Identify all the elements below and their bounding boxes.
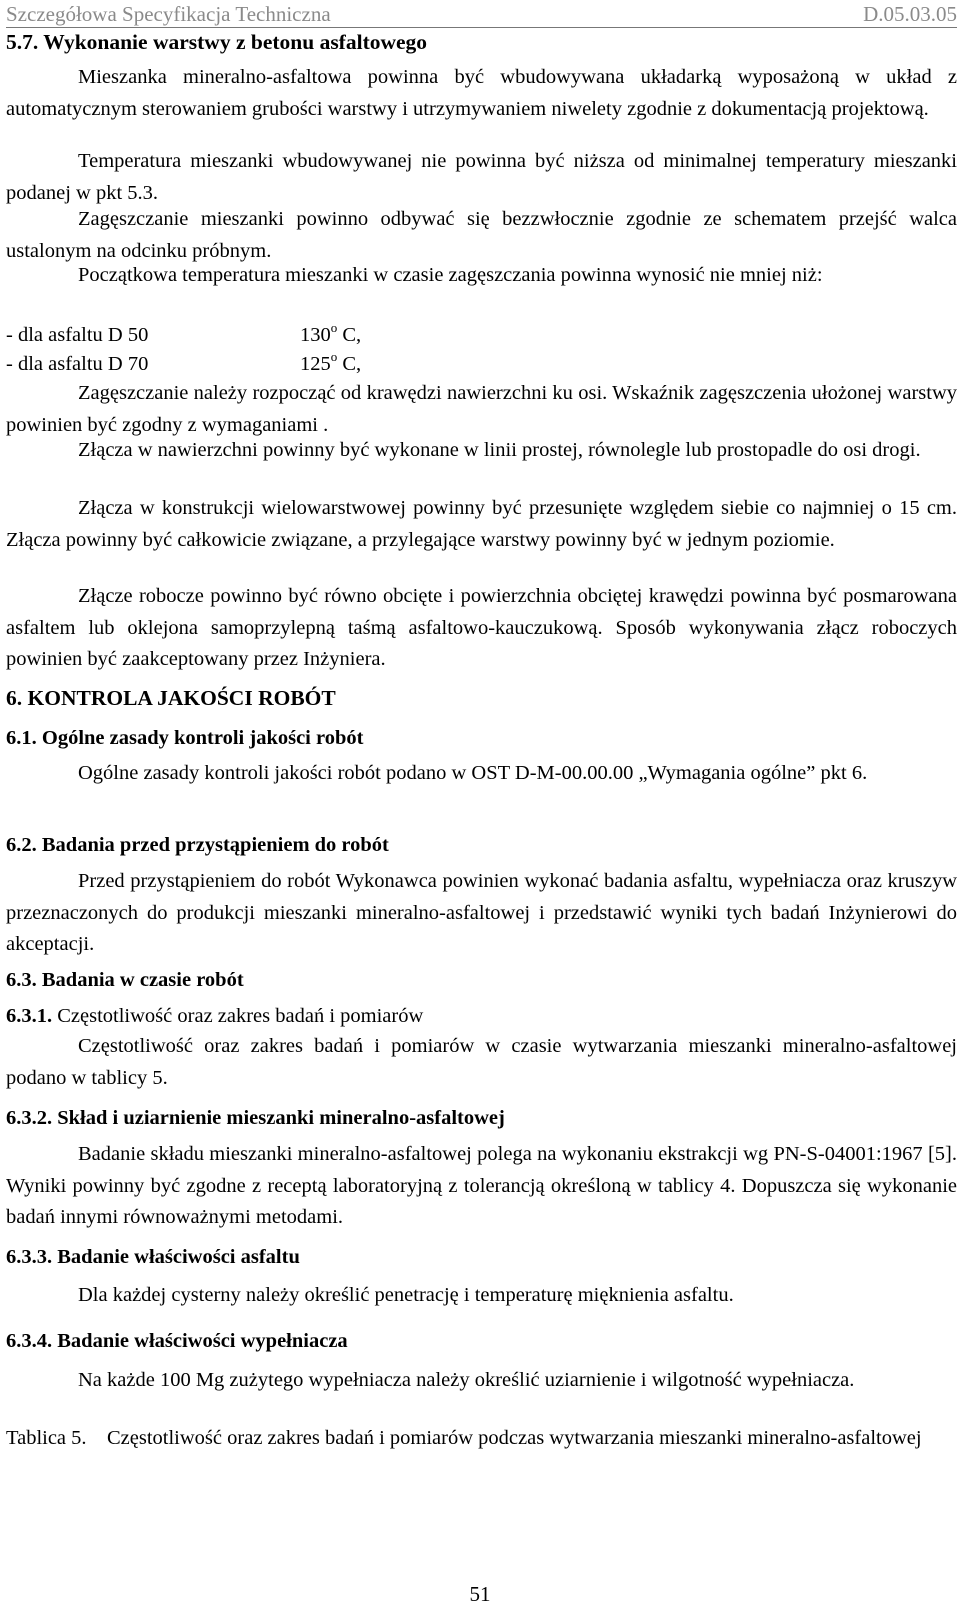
table-label: Tablica 5. bbox=[6, 1427, 87, 1449]
paragraph: Złącza w nawierzchni powinny być wykonane w linii prostej, równolegle lub prostopadle do osi drogi. bbox=[78, 439, 921, 461]
paragraph: Na każde 100 Mg zużytego wypełniacza należy określić uziarnienie i wilgotność wypełniacza. bbox=[78, 1369, 855, 1391]
paragraph: Początkowa temperatura mieszanki w czasie zagęszczania powinna wynosić nie mniej niż: bbox=[78, 264, 823, 286]
paragraph: Dla każdej cysterny należy określić penetrację i temperaturę mięknienia asfaltu. bbox=[78, 1284, 734, 1306]
paragraph: Mieszanka mineralno-asfaltowa powinna być wbudowywana układarką wyposażoną w układ z automatycznym sterowaniem grubości warstwy i utrzymywaniem niwelety zgodnie z dokumentacją projektową. bbox=[6, 66, 957, 120]
table-title: Częstotliwość oraz zakres badań i pomiarów podczas wytwarzania mieszanki mineralno-asfaltowej bbox=[107, 1427, 922, 1449]
paragraph: Zagęszczanie należy rozpocząć od krawędzi nawierzchni ku osi. Wskaźnik zagęszczenia ułożonej warstwy powinien być zgodny z wymaganiami . bbox=[6, 382, 957, 436]
temperature-row-d70 bbox=[6, 349, 362, 378]
section-6-3-2-heading: 6.3.2. Skład i uziarnienie mieszanki mineralno-asfaltowej bbox=[6, 1107, 505, 1129]
section-6-3-heading: 6.3. Badania w czasie robót bbox=[6, 969, 244, 991]
paragraph: Złącza w konstrukcji wielowarstwowej powinny być przesunięte względem siebie co najmniej o 15 cm. Złącza powinny być całkowicie związane, a przylegające warstwy powinny być w jednym poziomie. bbox=[6, 497, 957, 551]
section-6-3-3-heading: 6.3.3. Badanie właściwości asfaltu bbox=[6, 1246, 300, 1268]
page-number: 51 bbox=[469, 1582, 491, 1606]
paragraph: Złącze robocze powinno być równo obcięte i powierzchnia obciętej krawędzi powinna być posmarowana asfaltem lub oklejona samoprzylepną taśmą asfaltowo-kauczukową. Sposób wykonywania złącz roboczych powinien być zaakceptowany przez Inżyniera. bbox=[6, 585, 957, 670]
temperature-label: - dla asfaltu D 70 bbox=[6, 353, 149, 375]
temperature-value: 130$^o$ C, bbox=[300, 320, 362, 346]
section-6-3-4-heading: 6.3.4. Badanie właściwości wypełniacza bbox=[6, 1330, 348, 1352]
temperature-row-d50 bbox=[6, 320, 362, 349]
document-title: Szczegółowa Specyfikacja Techniczna bbox=[6, 2, 331, 26]
section-6-1-heading: 6.1. Ogólne zasady kontroli jakości robót bbox=[6, 727, 364, 749]
temperature-label: - dla asfaltu D 50 bbox=[6, 324, 149, 346]
page-header bbox=[6, 2, 957, 28]
section-6-3-1-heading: 6.3.1. Częstotliwość oraz zakres badań i pomiarów bbox=[6, 1005, 424, 1027]
paragraph: Przed przystąpieniem do robót Wykonawca powinien wykonać badania asfaltu, wypełniacza oraz kruszyw przeznaczonych do produkcji mieszanki mineralno-asfaltowej i przedstawić wyniki tych badań Inżynierowi do akceptacji. bbox=[6, 870, 957, 955]
paragraph: Częstotliwość oraz zakres badań i pomiarów w czasie wytwarzania mieszanki mineralno-asfaltowej podano w tablicy 5. bbox=[6, 1035, 957, 1089]
section-6-heading: 6. KONTROLA JAKOŚCI ROBÓT bbox=[6, 686, 336, 710]
temperature-value: 125$^o$ C, bbox=[300, 349, 362, 375]
paragraph: Badanie składu mieszanki mineralno-asfaltowej polega na wykonaniu ekstrakcji wg PN-S-04001:1967 [5]. Wyniki powinny być zgodne z receptą laboratoryjną z tolerancją określoną w tablicy 4. Dopuszcza się wykonanie badań innymi równoważnymi metodami. bbox=[6, 1143, 957, 1228]
document-code: D.05.03.05 bbox=[863, 2, 957, 26]
section-6-2-heading: 6.2. Badania przed przystąpieniem do robót bbox=[6, 834, 389, 856]
paragraph: Zagęszczanie mieszanki powinno odbywać się bezzwłocznie zgodnie ze schematem przejść walca ustalonym na odcinku próbnym. bbox=[6, 208, 957, 262]
paragraph: Temperatura mieszanki wbudowywanej nie powinna być niższa od minimalnej temperatury mieszanki podanej w pkt 5.3. bbox=[6, 150, 957, 204]
paragraph: Ogólne zasady kontroli jakości robót podano w OST D-M-00.00.00 „Wymagania ogólne” pkt 6. bbox=[78, 762, 868, 784]
section-5-7-heading: 5.7. Wykonanie warstwy z betonu asfaltowego bbox=[6, 30, 428, 54]
